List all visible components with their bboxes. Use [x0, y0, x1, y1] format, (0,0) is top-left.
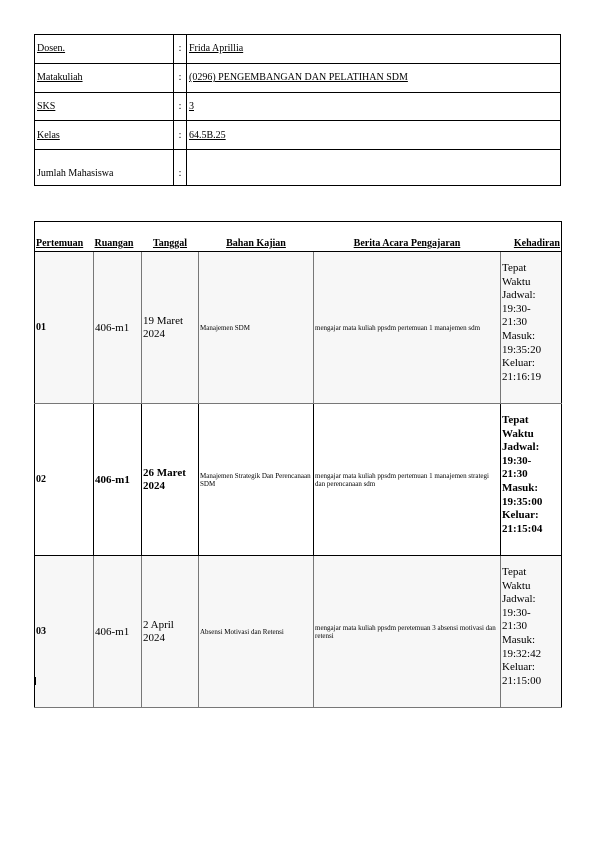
- attendance-line: Masuk:: [502, 329, 535, 342]
- header-attendance: Kehadiran: [501, 222, 562, 252]
- room-cell: 406-m1: [94, 252, 142, 404]
- info-value-text: 64.5B.25: [189, 129, 226, 141]
- topic-cell: Absensi Motivasi dan Retensi: [199, 556, 314, 708]
- date-year: 2024: [143, 327, 165, 340]
- info-value: [187, 35, 561, 64]
- info-label-text: SKS: [37, 100, 56, 112]
- attendance-line: 21:16:19: [502, 370, 542, 383]
- info-value-text: (0296) PENGEMBANGAN DAN PELATIHAN SDM: [189, 72, 408, 84]
- info-value: [187, 92, 561, 121]
- info-label: [35, 63, 174, 92]
- attendance-line: 19:30-: [502, 454, 532, 467]
- attendance-line: Jadwal:: [502, 593, 536, 606]
- attendance-line: Tepat: [502, 414, 529, 426]
- attendance-line: Masuk:: [502, 481, 539, 494]
- info-value: [187, 121, 561, 150]
- date-cell: [142, 404, 199, 556]
- attendance-table: [34, 221, 562, 708]
- date-day: 26 Maret: [143, 466, 186, 479]
- attendance-line: Jadwal:: [502, 441, 540, 454]
- topic-cell: Manajemen Strategik Dan Perencanaan SDM: [199, 404, 314, 556]
- attendance-line: 19:30-: [502, 302, 531, 315]
- attendance-cell: [501, 404, 562, 556]
- info-label: [35, 150, 174, 186]
- info-label: [35, 35, 174, 64]
- room-cell: 406-m1: [94, 404, 142, 556]
- date-year: 2024: [143, 479, 165, 492]
- attendance-line: 21:30: [502, 468, 528, 481]
- attendance-cell: [501, 556, 562, 708]
- info-separator: :: [174, 35, 187, 64]
- date-cell: [142, 252, 199, 404]
- info-row-lecturer: [35, 35, 561, 64]
- attendance-line: Masuk:: [502, 633, 535, 646]
- attendance-line: 19:35:20: [502, 343, 542, 356]
- header-room: Ruangan: [94, 222, 142, 252]
- date-year: 2024: [143, 631, 165, 644]
- info-separator: :: [174, 92, 187, 121]
- attendance-header-row: [35, 222, 562, 252]
- info-label-text: Kelas: [37, 129, 60, 141]
- info-label: [35, 121, 174, 150]
- header-date: Tanggal: [142, 222, 199, 252]
- info-row-course: [35, 63, 561, 92]
- info-row-class: [35, 121, 561, 150]
- table-row: [35, 556, 562, 708]
- info-separator: :: [174, 121, 187, 150]
- minutes-cell: mengajar mata kuliah ppsdm pertemuan 1 manajemen sdm: [314, 252, 501, 404]
- date-day: 19 Maret: [143, 314, 184, 327]
- attendance-line: 19:32:42: [502, 647, 542, 660]
- attendance-line: 21:30: [502, 316, 528, 329]
- attendance-line: Tepat: [502, 262, 527, 274]
- attendance-line: Tepat: [502, 566, 527, 578]
- meeting-number: 02: [35, 404, 94, 556]
- table-row: [35, 404, 562, 556]
- date-cell: [142, 556, 199, 708]
- table-row: [35, 252, 562, 404]
- info-label: [35, 92, 174, 121]
- info-value-text: 3: [189, 100, 194, 112]
- info-label-text: Jumlah Mahasiswa: [37, 168, 114, 179]
- attendance-line: 19:30-: [502, 606, 531, 619]
- attendance-line: Keluar:: [502, 509, 539, 522]
- meeting-number: 01: [35, 252, 94, 404]
- attendance-line: 19:35:00: [502, 495, 543, 508]
- minutes-cell: mengajar mata kuliah ppsdm pertemuan 1 manajemen strategi dan perencanaan sdm: [314, 404, 501, 556]
- info-value: [187, 63, 561, 92]
- info-label-text: Dosen.: [37, 43, 66, 55]
- header-minutes: Berita Acara Pengajaran: [314, 222, 501, 252]
- attendance-line: Waktu: [502, 275, 531, 288]
- attendance-line: Keluar:: [502, 661, 535, 674]
- info-separator: :: [174, 63, 187, 92]
- attendance-line: Jadwal:: [502, 289, 536, 302]
- room-cell: 406-m1: [94, 556, 142, 708]
- minutes-cell: mengajar mata kuliah ppsdm peretemuan 3 absensi motivasi dan retensi: [314, 556, 501, 708]
- info-value-text: Frida Aprillia: [189, 43, 244, 55]
- info-row-credits: [35, 92, 561, 121]
- attendance-cell: [501, 252, 562, 404]
- header-topic: Bahan Kajian: [199, 222, 314, 252]
- info-row-students: [35, 150, 561, 186]
- topic-cell: Manajemen SDM: [199, 252, 314, 404]
- table-continuation-line: [34, 677, 36, 685]
- attendance-line: 21:30: [502, 620, 528, 633]
- course-info-table: [34, 34, 561, 186]
- attendance-line: 21:15:04: [502, 522, 543, 535]
- attendance-line: 21:15:00: [502, 674, 542, 687]
- info-value: [187, 150, 561, 186]
- date-day: 2 April: [143, 618, 174, 631]
- attendance-line: Keluar:: [502, 357, 535, 370]
- attendance-line: Waktu: [502, 579, 531, 592]
- meeting-number: 03: [35, 556, 94, 708]
- attendance-line: Waktu: [502, 427, 534, 440]
- header-meeting: Pertemuan: [35, 222, 94, 252]
- info-label-text: Matakuliah: [37, 72, 83, 84]
- info-separator: :: [174, 150, 187, 186]
